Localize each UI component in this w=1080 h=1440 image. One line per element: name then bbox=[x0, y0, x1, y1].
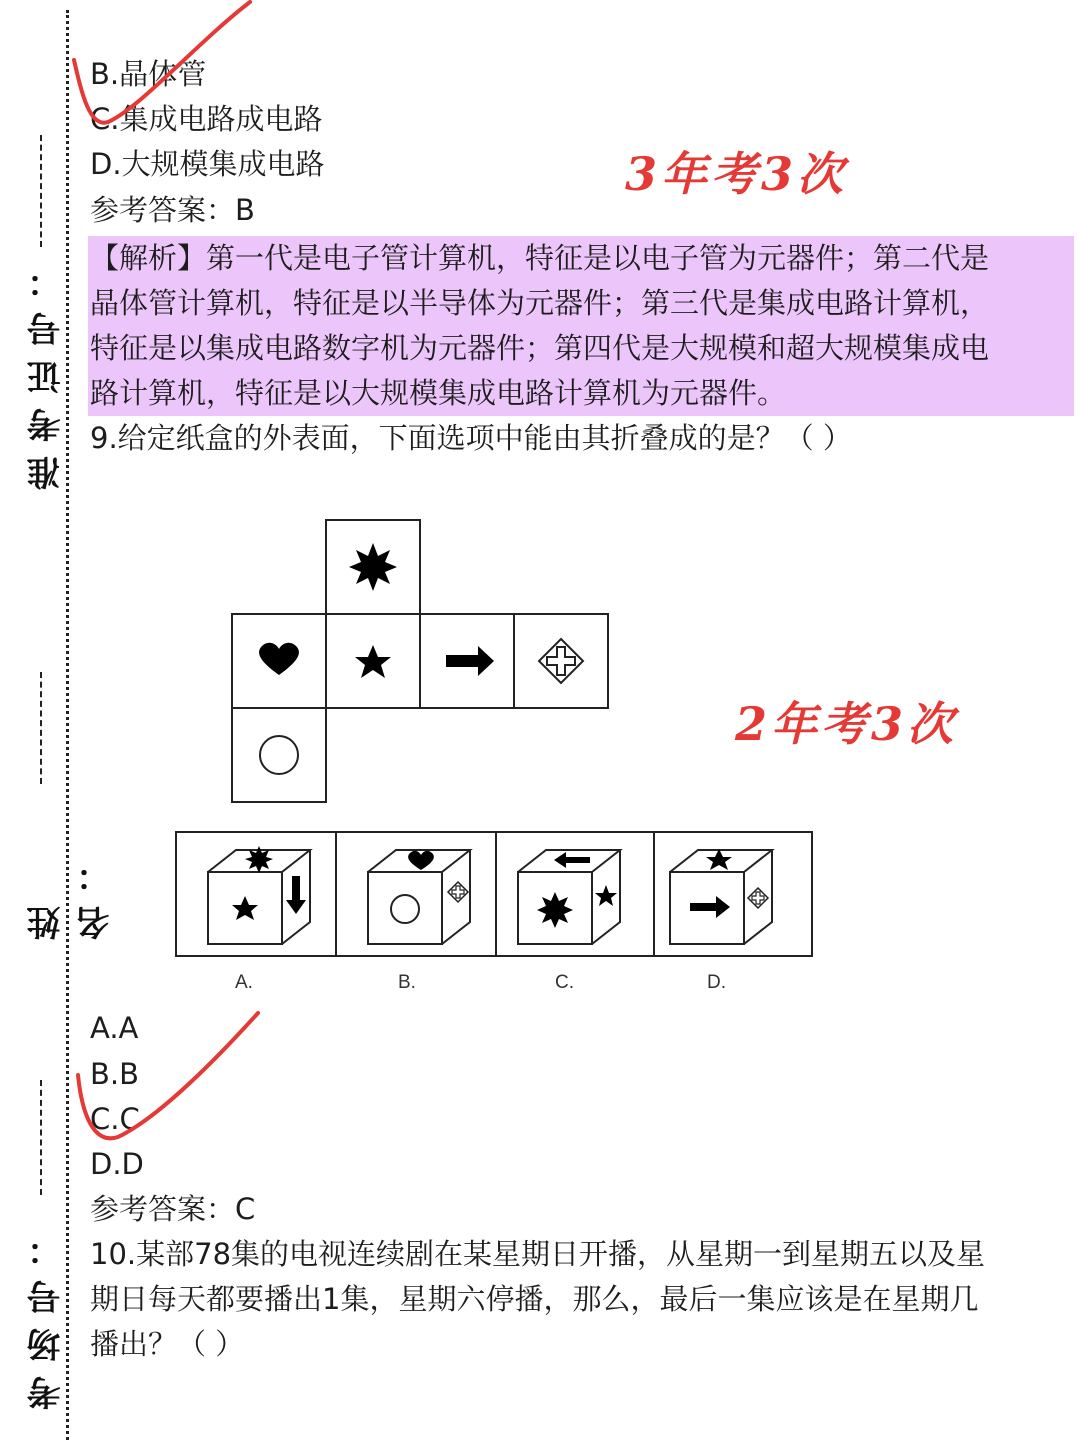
cube-caption-d: D. bbox=[707, 972, 726, 993]
q8-answer: 参考答案：B bbox=[90, 193, 255, 227]
analysis-line: 路计算机，特征是以大规模集成电路计算机为元器件。 bbox=[90, 376, 787, 410]
q8-option-b: B.晶体管 bbox=[90, 57, 207, 91]
q9-answer: 参考答案：C bbox=[90, 1192, 256, 1226]
net-face-diamond bbox=[514, 614, 608, 708]
check-mark-icon bbox=[60, 0, 260, 140]
analysis-line: 晶体管计算机，特征是以半导体为元器件；第三代是集成电路计算机， bbox=[90, 286, 990, 320]
q10-question-line: 播出？（ ） bbox=[90, 1327, 245, 1361]
q10-question-line: 10.某部78集的电视连续剧在某星期日开播，从星期一到星期五以及星 bbox=[90, 1237, 986, 1271]
q8-option-d: D.大规模集成电路 bbox=[90, 147, 325, 181]
exam-id-label: 准考证号： bbox=[27, 250, 67, 490]
q8-frequency-note: 3年考3次 bbox=[625, 147, 848, 201]
cube-caption-b: B. bbox=[398, 972, 416, 993]
q9-frequency-note: 2年考3次 bbox=[735, 697, 958, 751]
check-mark-icon bbox=[70, 1005, 270, 1155]
cube-options-diagram bbox=[174, 830, 816, 958]
q9-option-a: A.A bbox=[90, 1011, 139, 1045]
cube-net-diagram bbox=[230, 518, 612, 803]
name-label: 姓 名： bbox=[27, 844, 116, 940]
exam-room-label: 考场号： bbox=[27, 1218, 67, 1410]
q9-option-b: B.B bbox=[90, 1057, 140, 1091]
cube-caption-a: A. bbox=[235, 972, 253, 993]
q9-option-c: C.C bbox=[90, 1102, 140, 1136]
exam-id-blank bbox=[40, 135, 42, 247]
q9-option-d: D.D bbox=[90, 1147, 144, 1181]
analysis-line: 【解析】第一代是电子管计算机，特征是以电子管为元器件；第二代是 bbox=[90, 241, 990, 275]
name-blank bbox=[40, 672, 42, 784]
net-face-circle bbox=[232, 708, 326, 802]
analysis-line: 特征是以集成电路数字机为元器件；第四代是大规模和超大规模集成电 bbox=[90, 331, 990, 365]
q10-question-line: 期日每天都要播出1集，星期六停播，那么，最后一集应该是在星期几 bbox=[90, 1282, 979, 1316]
burst-icon bbox=[349, 543, 397, 591]
exam-room-blank bbox=[40, 1080, 42, 1195]
q9-question: 9.给定纸盒的外表面，下面选项中能由其折叠成的是？（ ） bbox=[90, 421, 852, 455]
cube-caption-c: C. bbox=[555, 972, 574, 993]
q8-option-c: C.集成电路成电路 bbox=[90, 102, 323, 136]
q8-analysis-block bbox=[88, 236, 1074, 416]
